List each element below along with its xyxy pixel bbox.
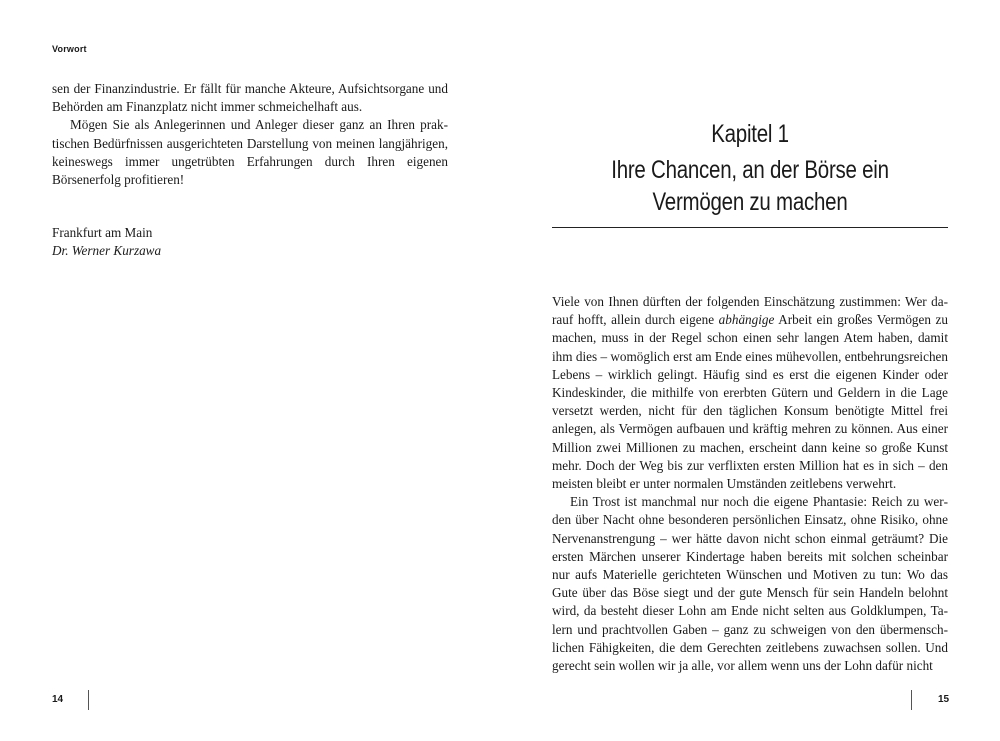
chapter-title-line: Vermögen zu machen — [652, 188, 848, 216]
running-head: Vorwort — [52, 44, 87, 54]
chapter-heading — [588, 118, 913, 218]
chapter-title-line: Ihre Chancen, an der Börse ein — [611, 156, 889, 184]
right-body-text — [552, 293, 948, 675]
paragraph: Ein Trost ist manchmal nur noch die eigene Phantasie: Reich zu werden über Nacht ohne besonderen persönlichen Einsatz, ohne Risiko, ohne Nervenanstrengung – wer hätte davon nicht schon einmal geträumt? Die ersten Märchen unserer Kindertage haben bereits mit solchen scheinbar nur aufs Materielle gerichteten Wünschen und Motiven zu tun: Wo das Gute über das Böse siegt und der gute Mensch für sein Handeln belohnt wird, da besteht dieser Lohn am Ende nicht selten aus Goldklumpen, Talern und prachtvollen Gaben – ganz zu schweigen von den übermenschlichen Fähigkeiten, die dem Gerechten zeitlebens zuwachsen sollen. Und gerecht sein wollen wir ja alle, vor allem wenn uns der Lohn dafür nicht — [552, 494, 948, 674]
signature-block — [52, 224, 161, 260]
chapter-divider — [552, 227, 948, 228]
signature-author: Dr. Werner Kurzawa — [52, 243, 162, 259]
text-span: Viele von Ihnen dürften der folgenden Einschätzung zustimmen: Wer darauf hofft, allein durch eigene — [552, 294, 948, 328]
page-number-left: 14 — [52, 694, 64, 705]
page-number-right: 15 — [938, 694, 950, 705]
text-span: Arbeit ein großes Vermögen zu machen, muss in der Regel schon einen sehr langen Atem haben, damit ihm dies – womöglich erst am Ende eines mühevollen, entbehrungsreichen Lebens – wirklich gelingt. Häufig sind es erst die eigenen Kinder oder Kindeskinder, die mithilfe von ererbten Gütern und Geldern in die Lage versetzt werden, nicht für den täglichen Konsum benötigte Mittel frei anlegen, als Vermögen aufbauen und kräftig mehren zu können. Aus einer Million zwei Millionen zu machen, erscheint dann keine so große Kunst mehr. Doch der Weg bis zur verflixten ersten Million hat es in sich – den meisten bleibt er unter normalen Umständen zeitlebens verwehrt. — [552, 312, 949, 492]
italic-emphasis: abhängige — [718, 312, 775, 328]
chapter-number: Kapitel 1 — [711, 120, 789, 148]
folio-divider — [911, 690, 912, 710]
paragraph: Mögen Sie als Anlegerinnen und Anleger dieser ganz an Ihren praktischen Bedürfnissen ausgerichteten Darstellung von meinen langjährigen, keineswegs immer ungetrübten Erfahrungen durch Ihren eigenen Börsenerfolg profitieren! — [52, 117, 448, 188]
left-body-text — [52, 80, 448, 189]
paragraph — [552, 293, 948, 493]
right-page — [500, 0, 1000, 741]
signature-place: Frankfurt am Main — [52, 225, 153, 240]
folio-divider — [88, 690, 89, 710]
paragraph: sen der Finanzindustrie. Er fällt für manche Akteure, Aufsichtsorgane und Behörden am Finanzplatz nicht immer schmeichelhaft aus. — [52, 81, 448, 115]
